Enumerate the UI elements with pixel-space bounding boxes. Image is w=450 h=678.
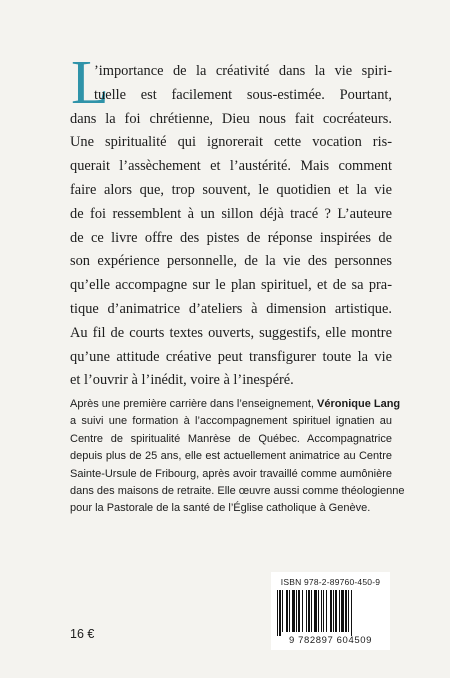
blurb-line: dans la foi chrétienne, Dieu nous fait cocréateurs. xyxy=(70,110,392,127)
barcode-bar xyxy=(306,590,307,632)
barcode-bar xyxy=(348,590,349,632)
blurb-line: faire alors que, trop souvent, le quotidien et la vie xyxy=(70,181,392,198)
bio-line: depuis plus de 25 ans, elle est actuellement animatrice au Centre xyxy=(70,450,392,463)
blurb-line: ’importance de la créativité dans la vie spiri- xyxy=(94,63,392,79)
bio-line: dans des maisons de retraite. Elle œuvre aussi comme théologienne xyxy=(70,485,405,498)
barcode-bar xyxy=(277,590,278,636)
bio-line: pour la Pastorale de la santé de l’Église catholique à Genève. xyxy=(70,502,371,515)
blurb-line: qu’elle accompagne sur le plan spirituel, et de sa pra- xyxy=(70,277,392,294)
blurb-line: et l’ouvrir à l’inédit, voire à l’inespéré. xyxy=(70,372,294,389)
barcode-bar xyxy=(292,590,295,632)
barcode-bar xyxy=(321,590,322,632)
bio-line: Sainte-Ursule de Fribourg, après avoir travaillé comme aumônière xyxy=(70,467,392,480)
barcode-bar xyxy=(345,590,347,632)
blurb-line: son expérience personnelle, de la vie des personnes xyxy=(70,253,392,270)
barcode-bar xyxy=(279,590,281,636)
isbn-label: ISBN 978-2-89760-450-9 xyxy=(280,577,381,587)
barcode-bar xyxy=(323,590,324,632)
barcode-bar xyxy=(302,590,303,632)
bio-line: Centre de spiritualité Manrèse de Québec. Accompagnatrice xyxy=(70,432,392,445)
blurb-line: de ce livre offre des pistes de réponse inspirées de xyxy=(70,229,392,246)
bio-line: a suivi une formation à l’accompagnement spirituel ignatien au xyxy=(70,415,392,428)
price-label: 16 € xyxy=(70,627,95,641)
barcode-bar xyxy=(311,590,312,632)
blurb-line: tuelle est facilement sous-estimée. Pourtant, xyxy=(94,86,392,103)
author-bio xyxy=(70,396,405,518)
barcode-bar xyxy=(308,590,310,632)
barcode-bar xyxy=(318,590,319,632)
author-name: Véronique Lang xyxy=(317,398,401,410)
blurb-line: Au fil de courts textes ouverts, suggestifs, elle montre xyxy=(70,324,392,341)
blurb-line: querait l’assèchement et l’austérité. Mais comment xyxy=(70,158,392,175)
barcode-bar xyxy=(298,590,300,632)
barcode-bar xyxy=(282,590,283,632)
blurb-line: Une spiritualité qui ignorerait cette vocation ris- xyxy=(70,134,392,151)
barcode-bars xyxy=(275,590,386,636)
blurb-line: tique d’animatrice d’ateliers à dimension artistique. xyxy=(70,300,392,317)
barcode-bar xyxy=(339,590,340,632)
barcode-bar xyxy=(326,590,327,632)
drop-cap: L xyxy=(71,49,109,117)
blurb-line: qu’une attitude créative peut transfigurer toute la vie xyxy=(70,348,392,365)
bio-line xyxy=(70,396,401,413)
isbn-barcode xyxy=(271,572,390,650)
blurb-line: de foi ressemblent à un sillon déjà tracé ? L’auteure xyxy=(70,205,392,222)
barcode-digits: 9 782897 604509 xyxy=(289,635,372,646)
barcode-bar xyxy=(314,590,317,632)
barcode-bar xyxy=(296,590,297,632)
barcode-bar xyxy=(333,590,334,632)
barcode-bar xyxy=(335,590,337,632)
barcode-bar xyxy=(341,590,344,632)
barcode-bar xyxy=(351,590,352,636)
back-cover-blurb xyxy=(70,60,392,393)
barcode-bar xyxy=(330,590,332,632)
barcode-bar xyxy=(286,590,288,632)
barcode-bar xyxy=(289,590,290,632)
bio-intro: Après une première carrière dans l’enseignement, xyxy=(70,398,314,410)
